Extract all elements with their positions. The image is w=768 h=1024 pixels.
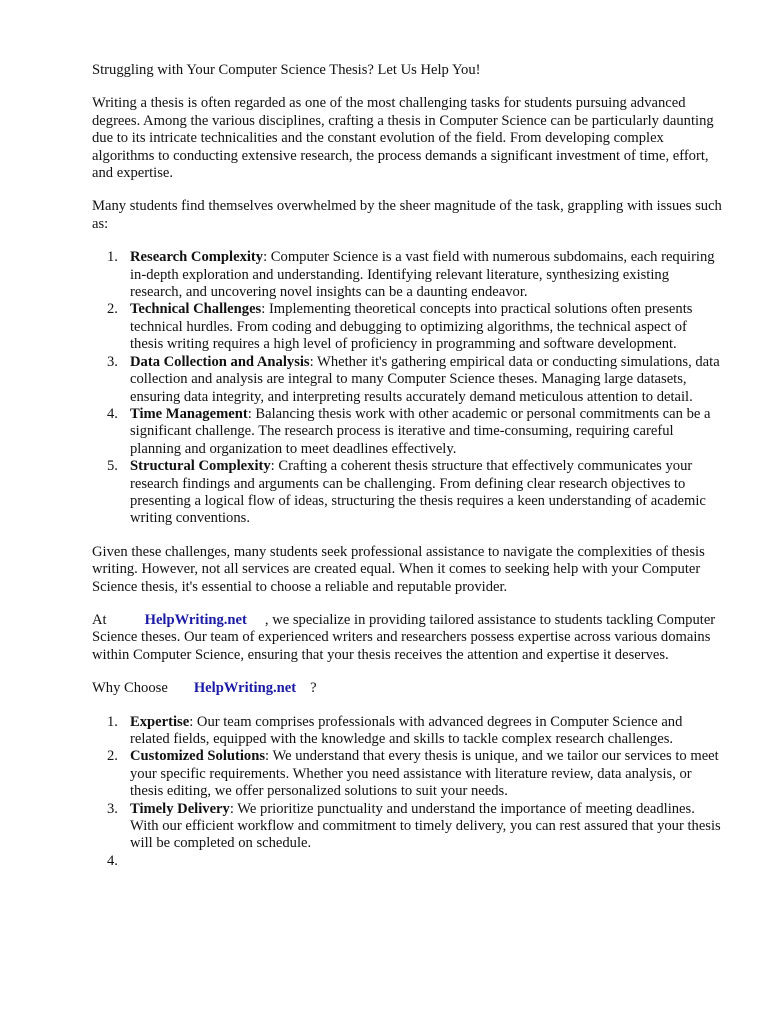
given-paragraph: Given these challenges, many students seek professional assistance to navigate the complexities of thesis writing. However, not all services are created equal. When it comes to seeking help with your Computer Science thesis, it's essential to choose a reliable and reputable provider.: [92, 543, 705, 595]
list-text: Our team comprises professionals with advanced degrees in Computer Science and related fields, equipped with the knowledge and skills to tackle complex research challenges.: [130, 713, 683, 747]
list-separator: :: [261, 301, 266, 318]
list-text: Whether it's gathering empirical data or conducting simulations, data collection and analysis are integral to many Computer Science theses. Managing large datasets, ensuring data integrity, and interpreting results accurately demand meticulous attention to detail.: [130, 353, 720, 405]
list-item: [92, 748, 722, 800]
list-term: Structural Complexity: [130, 458, 271, 475]
list-item: [92, 458, 722, 528]
list-term: Research Complexity: [130, 249, 264, 266]
list-separator: :: [247, 405, 252, 422]
list-separator: :: [229, 800, 234, 817]
list-number: 3.: [107, 353, 118, 370]
list-item: [92, 249, 722, 301]
issues-intro-paragraph: Many students find themselves overwhelmed by the sheer magnitude of the task, grappling with issues such as:: [92, 198, 722, 232]
reasons-list: [92, 714, 722, 871]
list-number: 1.: [107, 713, 118, 730]
list-text: Balancing thesis work with other academic or personal commitments can be a significant challenge. The research process is iterative and time-consuming, requiring careful planning and organization to meet deadlines effectively.: [130, 405, 711, 457]
list-separator: :: [309, 353, 314, 370]
at-rest: , we specialize in providing tailored assistance to students tackling Computer Science theses. Our team of experienced writers and researchers possess expertise across various domains within Computer Science, ensuring that your thesis receives the attention and expertise it deserves.: [92, 611, 716, 663]
list-text: Computer Science is a vast field with numerous subdomains, each requiring in-depth exploration and understanding. Identifying relevant literature, synthesizing existing research, and uncovering novel insights can be a daunting endeavor.: [130, 249, 715, 301]
list-number: 2.: [107, 301, 118, 318]
at-prefix: At: [92, 611, 107, 628]
list-item: [92, 301, 722, 353]
list-text: Implementing theoretical concepts into practical solutions often presents technical hurdles. From coding and debugging to optimizing algorithms, the technical aspect of thesis writing requires a high level of proficiency in programming and software development.: [130, 301, 693, 353]
list-term: Technical Challenges: [130, 301, 262, 318]
list-separator: :: [263, 249, 268, 266]
list-item: [92, 853, 722, 870]
list-item: [92, 406, 722, 458]
why-choose-heading: [92, 680, 722, 697]
issues-list: [92, 249, 722, 528]
helpwriting-link[interactable]: HelpWriting.net: [144, 611, 247, 628]
document-title: Struggling with Your Computer Science Thesis? Let Us Help You!: [92, 62, 481, 78]
list-number: 5.: [107, 458, 118, 475]
intro-paragraph: Writing a thesis is often regarded as one of the most challenging tasks for students pursuing advanced degrees. Among the various disciplines, crafting a thesis in Computer Science can be particularly daunting due to its intricate technicalities and the constant evolution of the field. From developing complex algorithms to conducting extensive research, the process demands a significant investment of time, effort, and expertise.: [92, 95, 714, 182]
list-term: Customized Solutions: [130, 748, 266, 765]
list-text: We prioritize punctuality and understand the importance of meeting deadlines. With our efficient workflow and commitment to timely delivery, you can rest assured that your thesis will be completed on schedule.: [130, 800, 721, 852]
list-item: [92, 714, 722, 749]
document-body: [92, 62, 722, 886]
list-separator: :: [189, 713, 194, 730]
list-number: 4.: [107, 852, 118, 869]
list-number: 2.: [107, 748, 118, 765]
list-number: 4.: [107, 405, 118, 422]
list-term: Timely Delivery: [130, 800, 230, 817]
list-separator: :: [265, 748, 270, 765]
helpwriting-link[interactable]: HelpWriting.net: [193, 680, 297, 697]
list-term: Time Management: [130, 405, 248, 422]
list-item: [92, 354, 722, 406]
list-item: [92, 801, 722, 853]
list-number: 1.: [107, 249, 118, 266]
why-prefix: Why Choose: [92, 680, 168, 697]
list-separator: :: [270, 458, 275, 475]
why-suffix: ?: [310, 680, 317, 697]
list-number: 3.: [107, 800, 118, 817]
list-term: Data Collection and Analysis: [130, 353, 310, 370]
at-paragraph: [92, 612, 722, 664]
list-text: Crafting a coherent thesis structure that effectively communicates your research findings and arguments can be challenging. From defining clear research objectives to presenting a logical flow of ideas, structuring the thesis requires a keen understanding of academic writing conventions.: [130, 458, 706, 527]
list-text: We understand that every thesis is unique, and we tailor our services to meet your specific requirements. Whether you need assistance with literature review, data analysis, or thesis editing, we offer personalized solutions to suit your needs.: [130, 748, 719, 800]
list-term: Expertise: [130, 713, 190, 730]
